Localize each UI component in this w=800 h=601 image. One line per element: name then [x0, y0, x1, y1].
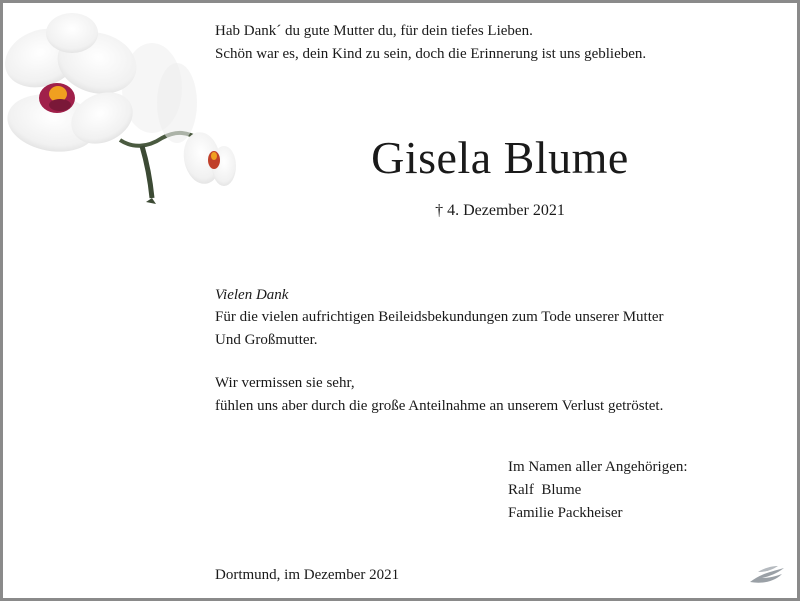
bird-logo-icon	[748, 564, 786, 586]
place-date-footer: Dortmund, im Dezember 2021	[215, 567, 400, 583]
miss-line-2: fühlen uns aber durch die große Anteilnahme an unserem Verlust getröstet.	[215, 398, 664, 414]
signature-intro: Im Namen aller Angehörigen:	[508, 459, 688, 475]
thanks-body	[215, 306, 664, 352]
verse-line-2: Schön war es, dein Kind zu sein, doch die Erinnerung ist uns geblieben.	[215, 46, 647, 62]
signature-block	[508, 456, 688, 525]
thanks-heading: Vielen Dank	[215, 287, 289, 303]
verse	[215, 20, 646, 66]
miss-line-1: Wir vermissen sie sehr,	[215, 375, 355, 391]
signature-family: Familie Packheiser	[508, 505, 623, 521]
verse-line-1: Hab Dank´ du gute Mutter du, für dein tiefes Lieben.	[215, 23, 533, 39]
thanks-line-2: Und Großmutter.	[215, 332, 318, 348]
death-date: † 4. Dezember 2021	[435, 202, 565, 219]
miss-paragraph	[215, 372, 663, 418]
deceased-name: Gisela Blume	[371, 132, 629, 183]
signature-name: Ralf Blume	[508, 482, 582, 498]
thanks-line-1: Für die vielen aufrichtigen Beileidsbekundungen zum Tode unserer Mutter	[215, 309, 664, 325]
